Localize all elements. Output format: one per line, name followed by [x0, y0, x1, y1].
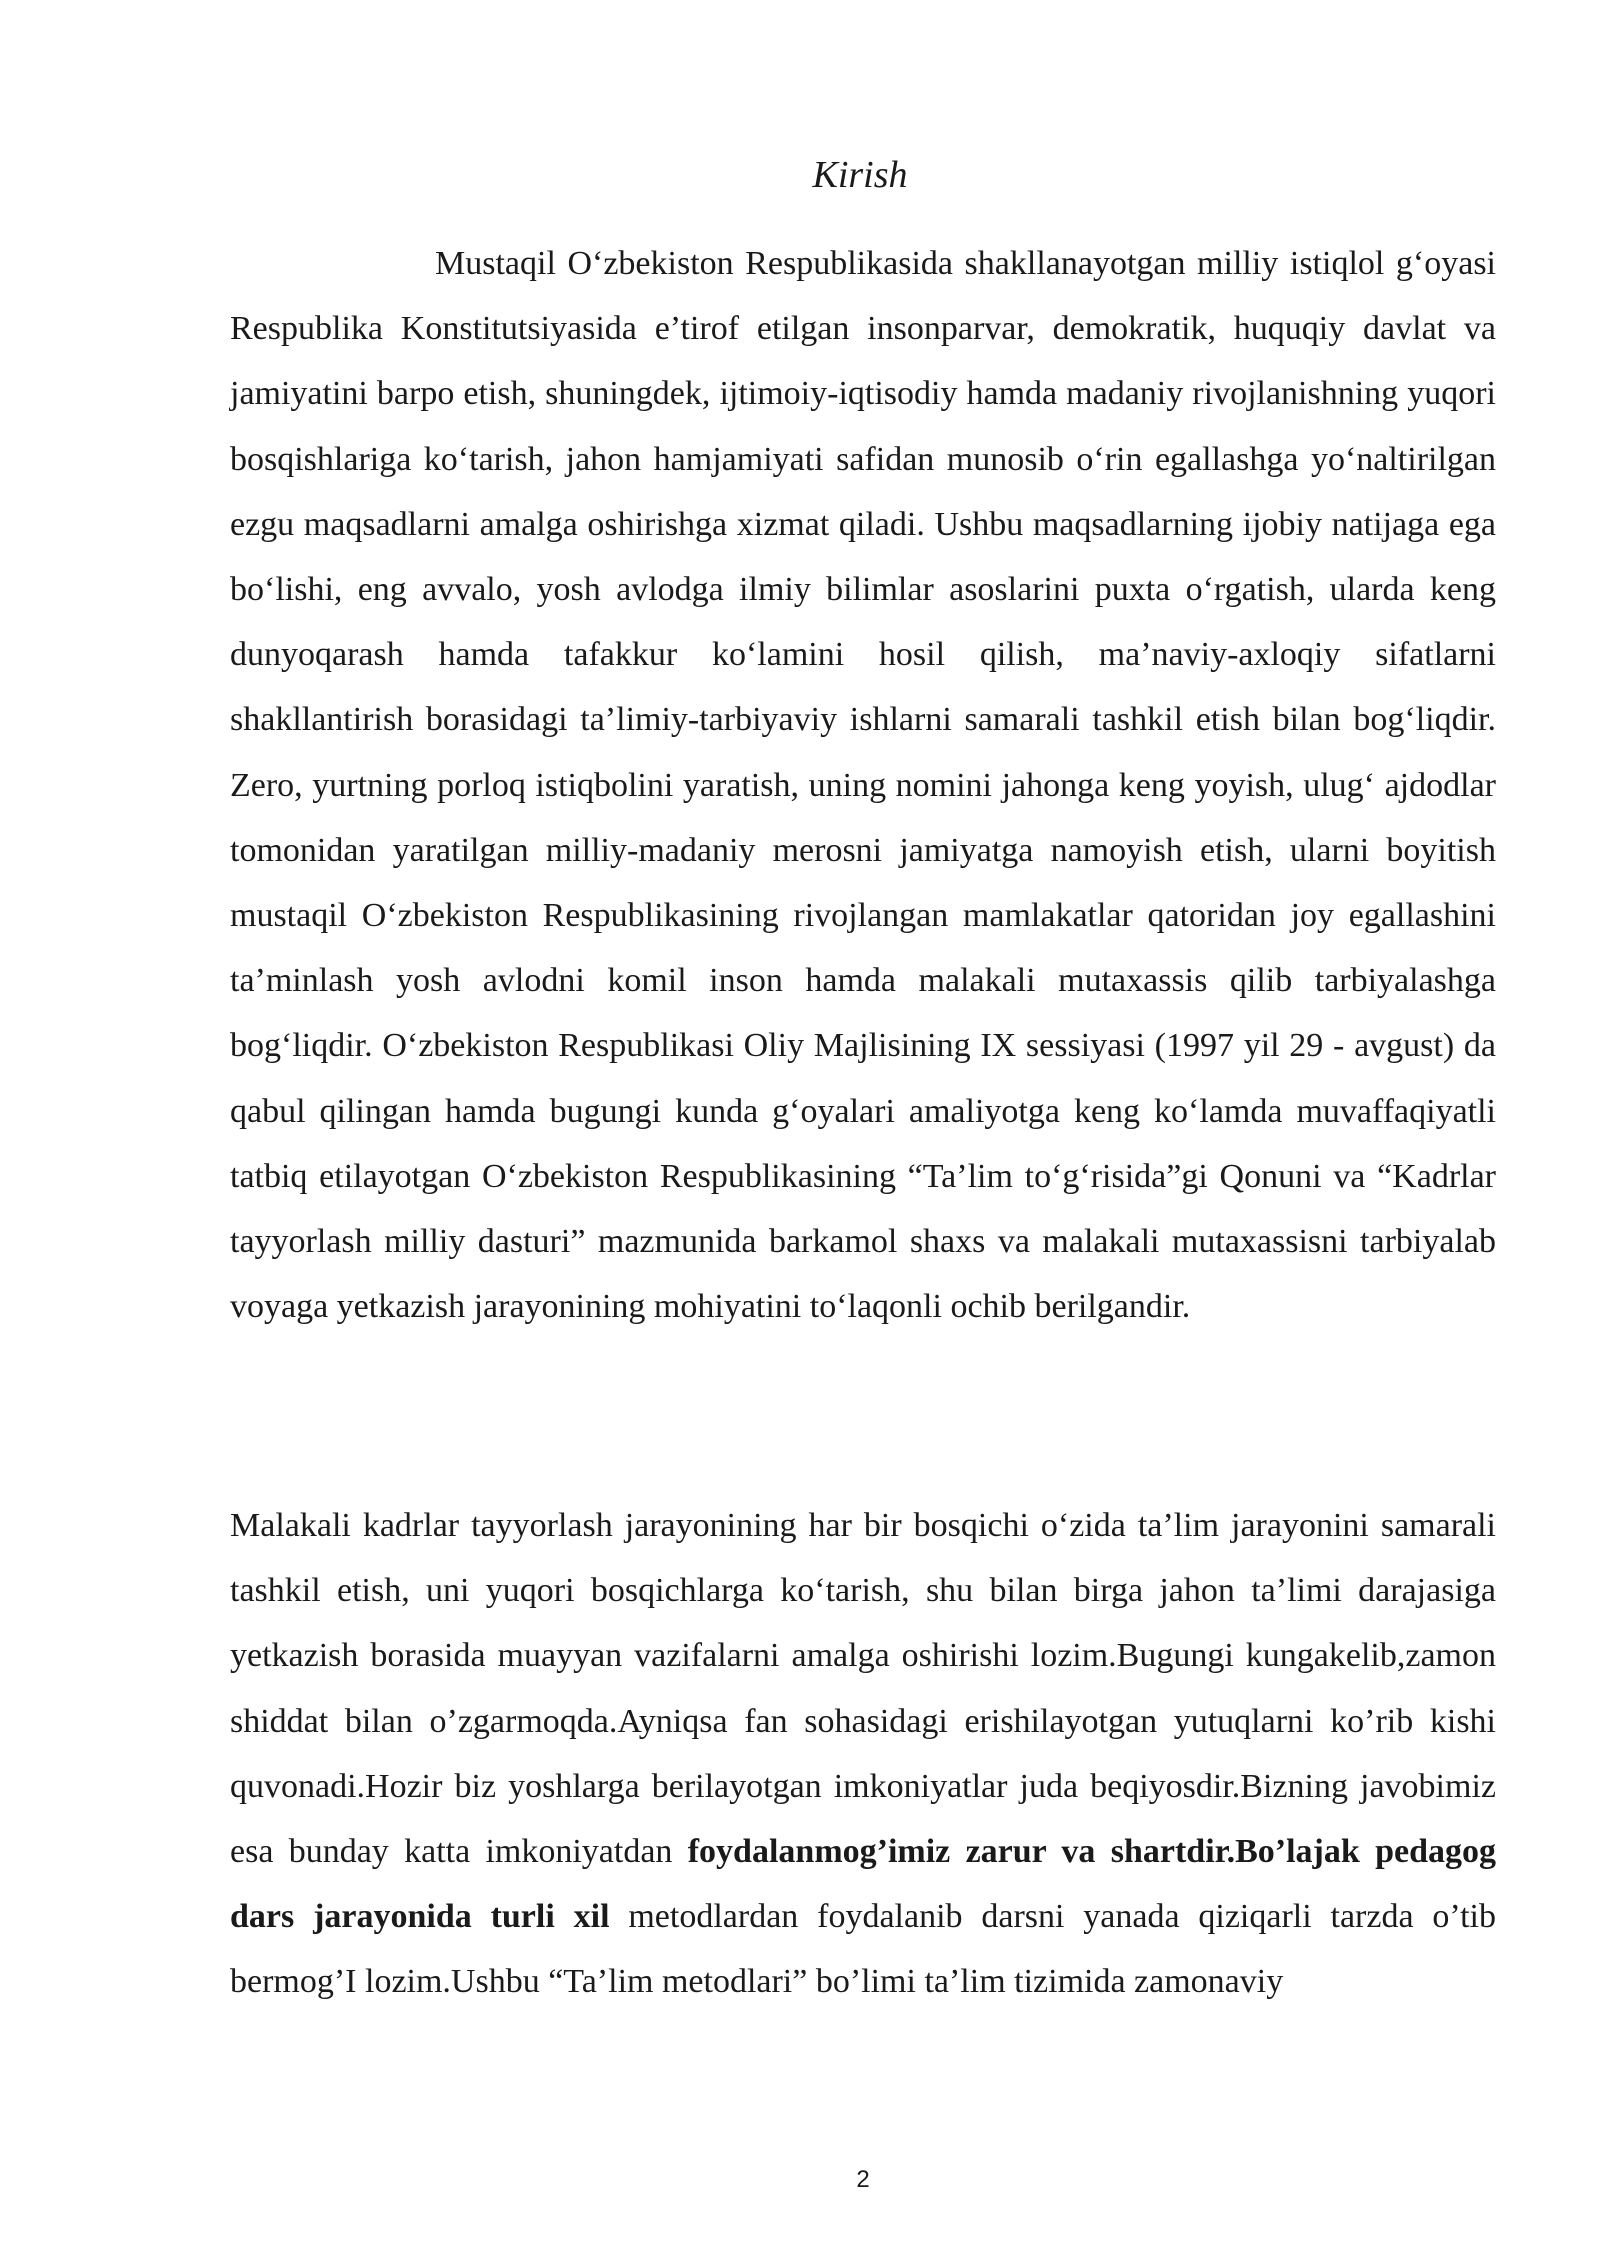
paragraph-2-bold-text: foydalanmog’imiz zarur va shartdir.Bo’lajak pedagog dars jarayonida turli xil	[230, 1833, 1496, 1936]
paragraph-2-text-end: metodlardan foydalanib darsni yanada qiziqarli tarzda o’tib bermog’I lozim.Ushbu “Ta’lim metodlari” bo’limi ta’lim tizimida zamonaviy	[230, 1898, 1496, 2001]
body-paragraph-1: Mustaqil O‘zbekiston Respublikasida shakllanayotgan milliy istiqlol g‘oyasi Respublika Konstitutsiyasida e’tirof etilgan insonparvar, demokratik, huquqiy davlat va jamiyatini barpo etish, shuningdek, ijtimoiy-iqtisodiy hamda madaniy rivojlanishning yuqori bosqishlariga ko‘tarish, jahon hamjamiyati safidan munosib o‘rin egallashga yo‘naltirilgan ezgu maqsadlarni amalga oshirishga xizmat qiladi. Ushbu maqsadlarning ijobiy natijaga ega bo‘lishi, eng avvalo, yosh avlodga ilmiy bilimlar asoslarini puxta o‘rgatish, ularda keng dunyoqarash hamda tafakkur ko‘lamini hosil qilish, ma’naviy-axloqiy sifatlarni shakllantirish borasidagi ta’limiy-tarbiyaviy ishlarni samarali tashkil etish bilan bog‘liqdir. Zero, yurtning porloq istiqbolini yaratish, uning nomini jahonga keng yoyish, ulug‘ ajdodlar tomonidan yaratilgan milliy-madaniy merosni jamiyatga namoyish etish, ularni boyitish mustaqil O‘zbekiston Respublikasining rivojlangan mamlakatlar qatoridan joy egallashini ta’minlash yosh avlodni komil inson hamda malakali mutaxassis qilib tarbiyalashga bog‘liqdir. O‘zbekiston Respublikasi Oliy Majlisining IX sessiyasi (1997 yil 29 - avgust) da qabul qilingan hamda bugungi kunda g‘oyalari amaliyotga keng ko‘lamda muvaffaqiyatli tatbiq etilayotgan O‘zbekiston Respublikasining “Ta’lim to‘g‘risida”gi Qonuni va “Kadrlar tayyorlash milliy dasturi” mazmunida barkamol shaxs va malakali mutaxassisni tarbiyalab voyaga yetkazish jarayonining mohiyatini to‘laqonli ochib berilgandir.	[230, 245, 1496, 1326]
paragraph-2-text-start: Malakali kadrlar tayyorlash jarayonining har bir bosqichi o‘zida ta’lim jarayonini samarali tashkil etish, uni yuqori bosqichlarga ko‘tarish, shu bilan birga jahon ta’limi darajasiga yetkazish borasida muayyan vazifalarni amalga oshirishi lozim.Bugungi kungakelib,zamon shiddat bilan o’zgarmoqda.Ayniqsa fan sohasidagi erishilayotgan yutuqlarni ko’rib kishi quvonadi.Hozir biz yoshlarga berilayotgan imkoniyatlar juda beqiyosdir.Bizning javobimiz esa bunday katta imkoniyatdan	[230, 1507, 1496, 1871]
section-heading: Kirish	[812, 154, 908, 196]
page-number: 2	[856, 2166, 870, 2193]
body-paragraph-2	[230, 1493, 1496, 2015]
